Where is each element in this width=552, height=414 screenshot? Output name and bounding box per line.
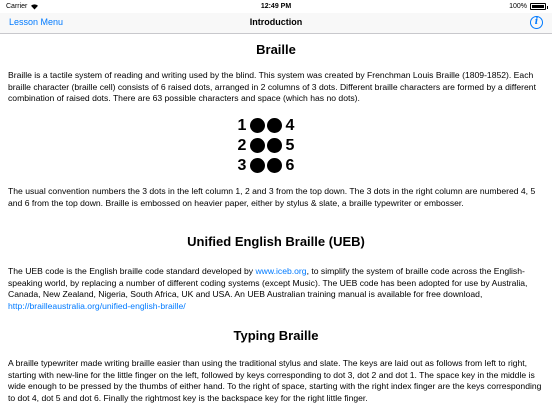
dot-number: 2 — [237, 137, 247, 154]
braille-australia-link[interactable]: http://brailleaustralia.org/unified-english-braille/ — [8, 300, 186, 311]
status-time: 12:49 PM — [260, 3, 292, 10]
dot-number: 4 — [285, 117, 295, 134]
braille-cell-row — [235, 116, 315, 136]
battery-fill — [532, 5, 544, 8]
battery-icon — [530, 3, 546, 10]
dot-numbering-paragraph: The usual convention numbers the 3 dots in the left column 1, 2 and 3 from the top down. The 3 dots in the right column are numbered 4, 5 and 6 from the top down. Braille is embossed on heavier paper, either by stylus & slate, a braille typewriter or embosser. — [8, 186, 536, 208]
section-heading-ueb: Unified English Braille (UEB) — [187, 234, 365, 249]
dot-number: 3 — [237, 157, 247, 174]
braille-cell-row — [235, 156, 315, 176]
navigation-bar — [0, 13, 552, 34]
braille-dot — [267, 118, 282, 133]
braille-dot — [267, 158, 282, 173]
braille-cell-diagram — [235, 116, 315, 176]
info-icon[interactable]: i — [530, 16, 543, 29]
lesson-content[interactable] — [0, 35, 552, 414]
page-title: Introduction — [249, 17, 303, 27]
ueb-text-1: The UEB code is the English braille code standard developed by — [8, 266, 256, 276]
braille-dot — [250, 118, 265, 133]
braille-dot — [267, 138, 282, 153]
ueb-text-2: , to simplify the system of braille code across the English-speaking world, by replacing a number of different coding systems (except Music). The UEB code has been adopted for use by Australia, Canada, New Zealand, Nigeria, South Africa, UK and USA. An UEB Australian training manual is available for free download, — [8, 266, 528, 300]
lesson-menu-button[interactable]: Lesson Menu — [9, 17, 64, 27]
iceb-link[interactable]: www.iceb.org — [255, 266, 307, 276]
dot-number: 5 — [285, 137, 295, 154]
dot-number: 1 — [237, 117, 247, 134]
dot-number: 6 — [285, 157, 295, 174]
braille-intro-paragraph: Braille is a tactile system of reading and writing used by the blind. This system was created by Frenchman Louis Braille (1809-1852). Each braille character (braille cell) consists of 6 raised dots, arranged in 2 columns of 3 dots. Different braille characters are formed by a different combination of raised dots. There are 63 possible characters and space (which has no dots). — [8, 70, 536, 104]
section-heading-braille: Braille — [256, 42, 296, 57]
carrier-label: Carrier — [6, 3, 28, 10]
ueb-paragraph — [8, 266, 542, 312]
battery-nub — [547, 6, 549, 9]
braille-cell-row — [235, 136, 315, 156]
battery-indicator — [509, 0, 546, 13]
typing-paragraph: A braille typewriter made writing braille easier than using the traditional stylus and slate. The keys are laid out as follows from left to right, starting with new-line for the little finger on the left, followed by keys corresponding to dot 3, dot 2 and dot 1. The space key in the middle is wide enough to be pressed by the thumbs of either hand. To the right of space, starting with the right index finger are the keys corresponding to dot 4, dot 5 and dot 6. Finally the rightmost key is the backspace key for the right little finger. — [8, 358, 542, 403]
battery-percent: 100% — [509, 3, 527, 10]
section-heading-typing: Typing Braille — [233, 328, 319, 343]
braille-dot — [250, 158, 265, 173]
status-bar — [0, 0, 552, 13]
braille-dot — [250, 138, 265, 153]
